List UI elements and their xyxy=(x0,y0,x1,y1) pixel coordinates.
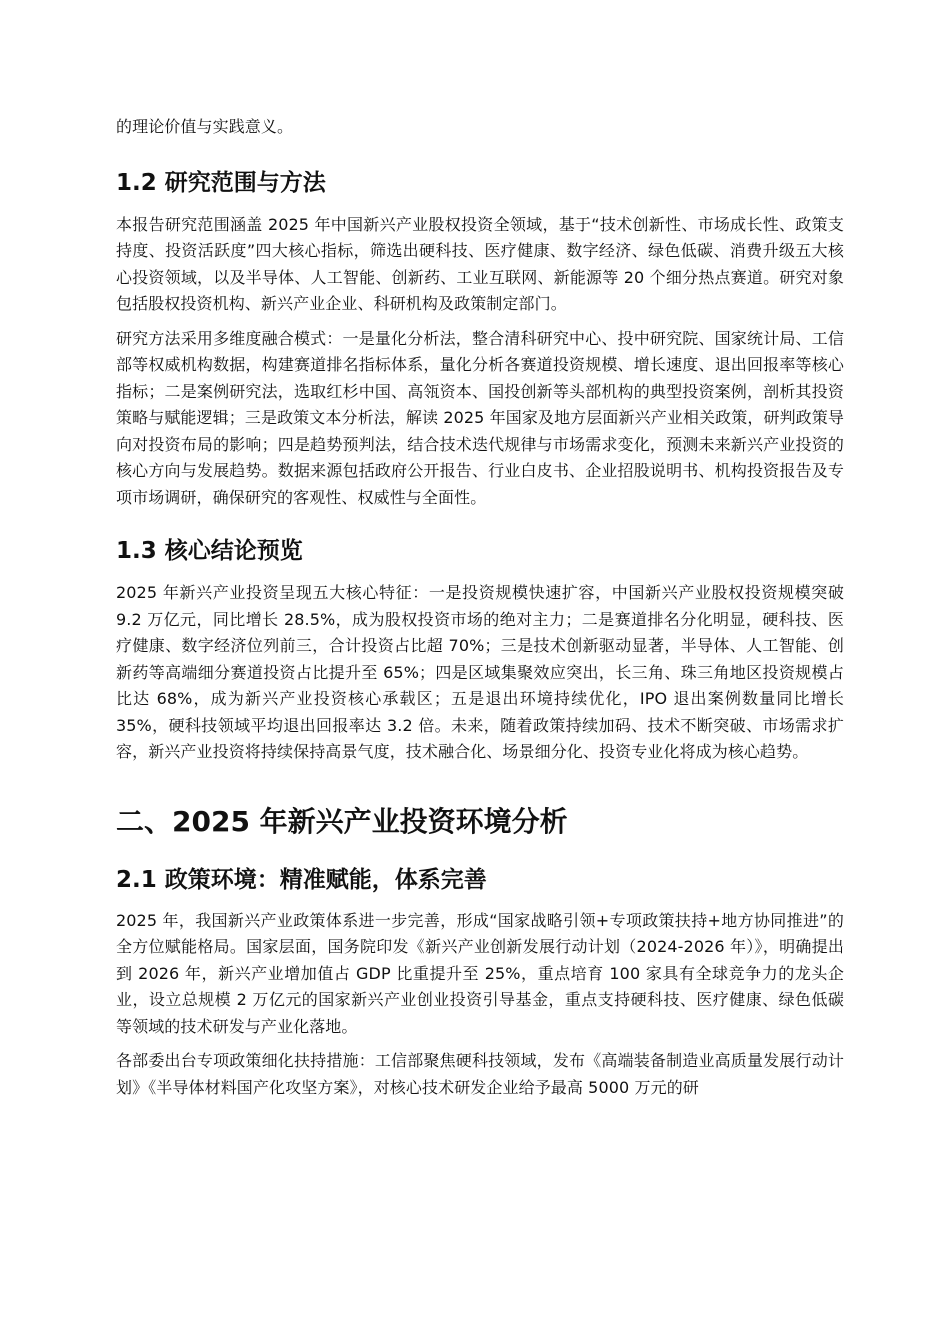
chapter-2-heading: 二、2025 年新兴产业投资环境分析 xyxy=(116,804,568,838)
document-page xyxy=(116,114,844,1101)
intro-tail-paragraph: 的理论价值与实践意义。 xyxy=(116,117,294,136)
section-1-3-heading: 1.3 核心结论预览 xyxy=(116,538,303,564)
section-1-2-paragraph-2: 研究方法采用多维度融合模式：一是量化分析法，整合清科研究中心、投中研究院、国家统计局、工信部等权威机构数据，构建赛道排名指标体系，量化分析各赛道投资规模、增长速度、退出回报率等核心指标；二是案例研究法，选取红杉中国、高瓴资本、国投创新等头部机构的典型投资案例，剖析其投资策略与赋能逻辑；三是政策文本分析法，解读 2025 年国家及地方层面新兴产业相关政策，研判政策导向对投资布局的影响；四是趋势预判法，结合技术迭代规律与市场需求变化，预测未来新兴产业投资的核心方向与发展趋势。数据来源包括政府公开报告、行业白皮书、企业招股说明书、机构投资报告及专项市场调研，确保研究的客观性、权威性与全面性。 xyxy=(116,328,844,507)
section-1-3-paragraph-1: 2025 年新兴产业投资呈现五大核心特征：一是投资规模快速扩容，中国新兴产业股权投资规模突破 9.2 万亿元，同比增长 28.5%，成为股权投资市场的绝对主力；二是赛道排名分化明显，硬科技、医疗健康、数字经济位列前三，合计投资占比超 70%；三是技术创新驱动显著，半导体、人工智能、创新药等高端细分赛道投资占比提升至 65%；四是区域集聚效应突出，长三角、珠三角地区投资规模占比达 68%，成为新兴产业投资核心承载区；五是退出环境持续优化，IPO 退出案例数量同比增长 35%，硬科技领域平均退出回报率达 3.2 倍。未来，随着政策持续加码、技术不断突破、市场需求扩容，新兴产业投资将持续保持高景气度，技术融合化、场景细分化、投资专业化将成为核心趋势。 xyxy=(116,583,844,761)
section-1-2-heading: 1.2 研究范围与方法 xyxy=(116,169,326,196)
section-2-1-paragraph-1: 2025 年，我国新兴产业政策体系进一步完善，形成“国家战略引领+专项政策扶持+地方协同推进”的全方位赋能格局。国家层面，国务院印发《新兴产业创新发展行动计划（2024-2026 年）》，明确提出到 2026 年，新兴产业增加值占 GDP 比重提升至 25%，重点培育 100 家具有全球竞争力的龙头企业，设立总规模 2 万亿元的国家新兴产业创业投资引导基金，重点支持硬科技、医疗健康、绿色低碳等领域的技术研发与产业化落地。 xyxy=(116,910,844,1036)
section-1-2-paragraph-1: 本报告研究范围涵盖 2025 年中国新兴产业股权投资全领域，基于“技术创新性、市场成长性、政策支持度、投资活跃度”四大核心指标，筛选出硬科技、医疗健康、数字经济、绿色低碳、消费升级五大核心投资领域，以及半导体、人工智能、创新药、工业互联网、新能源等 20 个细分热点赛道。研究对象包括股权投资机构、新兴产业企业、科研机构及政策制定部门。 xyxy=(116,214,844,313)
section-2-1-heading: 2.1 政策环境：精准赋能，体系完善 xyxy=(116,866,487,893)
section-2-1-paragraph-2: 各部委出台专项政策细化扶持措施：工信部聚焦硬科技领域，发布《高端装备制造业高质量发展行动计划》《半导体材料国产化攻坚方案》，对核心技术研发企业给予最高 5000 万元的研 xyxy=(116,1051,844,1097)
